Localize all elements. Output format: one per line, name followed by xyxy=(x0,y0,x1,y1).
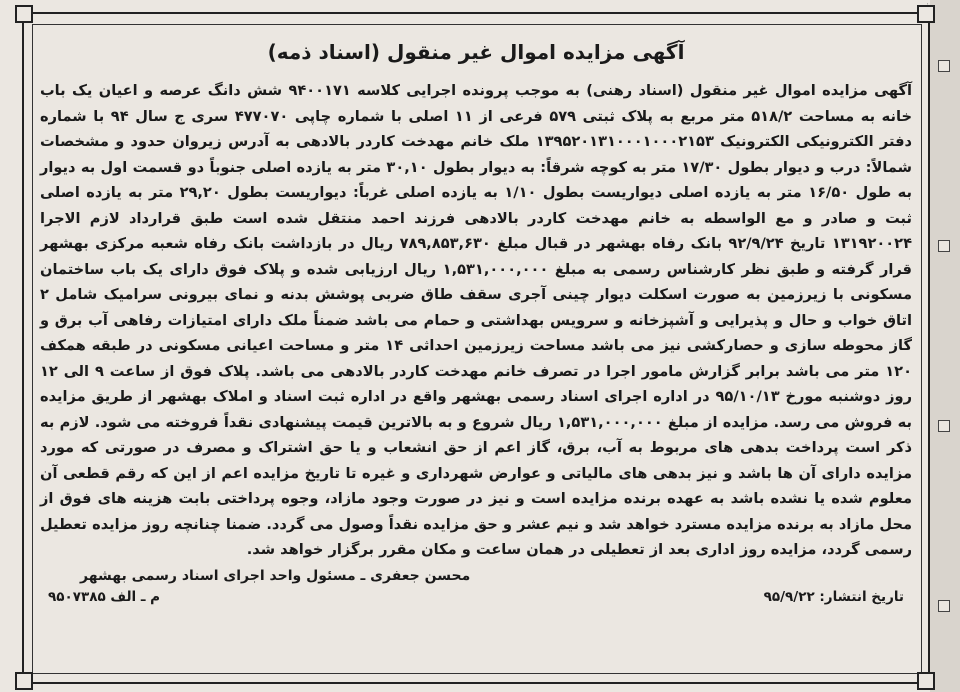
frame-notch xyxy=(938,420,950,432)
frame-corner xyxy=(15,672,33,690)
publish-date: تاریخ انتشار: ۹۵/۹/۲۲ xyxy=(763,588,904,605)
ad-footer xyxy=(40,589,912,605)
ad-content xyxy=(40,32,912,668)
frame-corner xyxy=(917,672,935,690)
ad-title: آگهی مزایده اموال غیر منقول (اسناد ذمه) xyxy=(267,40,685,64)
frame-notch xyxy=(938,60,950,72)
ad-body: آگهی مزایده اموال غیر منقول (اسناد رهنی) به موجب پرونده اجرایی کلاسه ۹۴۰۰۱۷۱ شش دانگ عرصه و اعیان یک باب خانه به مساحت ۵۱۸/۲ متر مربع به پلاک ثبتی ۵۷۹ فرعی از ۱۱ اصلی با شماره چاپی ۴۷۷۰۷۰ سری ج سال ۹۴ با شماره دفتر الکترونیکی الکترونیک ۱۳۹۵۲۰۱۳۱۰۰۰۱۰۰۰۲۱۵۳ ملک خانم مهدخت کاردر بالادهی به آدرس زیروان حدود و مشخصات شمالاً: درب و دیوار بطول ۱۷/۳۰ متر به کوچه شرقاً: به دیوار بطول ۳۰,۱۰ متر به یازده اصلی جنوباً دو قسمت اول به دیوار به طول ۱۶/۵۰ متر به یازده اصلی دیواریست بطول ۱/۱۰ به یازده اصلی غرباً: دیواریست بطول ۲۹,۲۰ متر به یازده اصلی ثبت و صادر و مع الواسطه به خانم مهدخت کاردر بالادهی فرزند احمد منتقل شده است طبق قرارداد لازم الاجرا ۱۳۱۹۲۰۰۲۴ تاریخ ۹۲/۹/۲۴ بانک رفاه بهشهر در قبال مبلغ ۷۸۹,۸۵۳,۶۳۰ ریال در بازداشت بانک رفاه شعبه مرکزی بهشهر قرار گرفته و طبق نظر کارشناس رسمی به مبلغ ۱,۵۳۱,۰۰۰,۰۰۰ ریال ارزیابی شده و پلاک فوق دارای یک باب ساختمان مسکونی با زیرزمین به صورت اسکلت دیوار چینی آجری سقف طاق ضربی پوشش بدنه و نمای بیرونی سرامیک شامل ۲ اتاق خواب و حال و پذیرایی و آشپزخانه و سرویس بهداشتی و حمام می باشد ضمناً ملک دارای امتیازات رفاهی آب برق و گاز محوطه سازی و حصارکشی نیز می باشد مساحت زیرزمین احداثی ۱۴ متر و مساحت اعیانی مسکونی در طبقه همکف ۱۲۰ متر می باشد برابر گزارش مامور اجرا در تصرف خانم مهدخت کاردر بالادهی می باشد. پلاک فوق از ساعت ۹ الی ۱۲ روز دوشنبه مورخ ۹۵/۱۰/۱۳ در اداره اجرای اسناد رسمی بهشهر واقع در اداره ثبت اسناد و املاک بهشهر از طریق مزایده به فروش می رسد. مزایده از مبلغ ۱,۵۳۱,۰۰۰,۰۰۰ ریال شروع و به بالاترین قیمت پیشنهادی نقداً فروخته می شود. لازم به ذکر است پرداخت بدهی های مربوط به آب، برق، گاز اعم از حق انشعاب و یا حق اشتراک و مصرف در صورتی که مورد مزایده دارای آن ها باشد و نیز بدهی های مالیاتی و عوارض شهرداری و غیره تا تاریخ مزایده اعم از این که رقم قطعی آن معلوم شده یا نشده باشد به عهده برنده مزایده است و نیز در صورت وجود مازاد، وجوه پرداختی بابت هزینه های فوق از محل مازاد به برنده مزایده مسترد خواهد شد و نیم عشر و حق مزایده نقداً وصول می گردد. ضمنا چنانچه روز مزایده تعطیل رسمی گردد، مزایده روز اداری بعد از تعطیلی در همان ساعت و مکان مقرر برگزار خواهد شد. xyxy=(40,82,912,558)
signature: محسن جعفری ـ مسئول واحد اجرای اسناد رسمی بهشهر xyxy=(80,567,471,584)
frame-corner xyxy=(15,5,33,23)
frame-notch xyxy=(938,600,950,612)
binding-strip xyxy=(930,0,960,692)
ad-code: م ـ الف ۹۵۰۷۳۸۵ xyxy=(48,588,161,605)
frame-notch xyxy=(938,240,950,252)
frame-corner xyxy=(917,5,935,23)
